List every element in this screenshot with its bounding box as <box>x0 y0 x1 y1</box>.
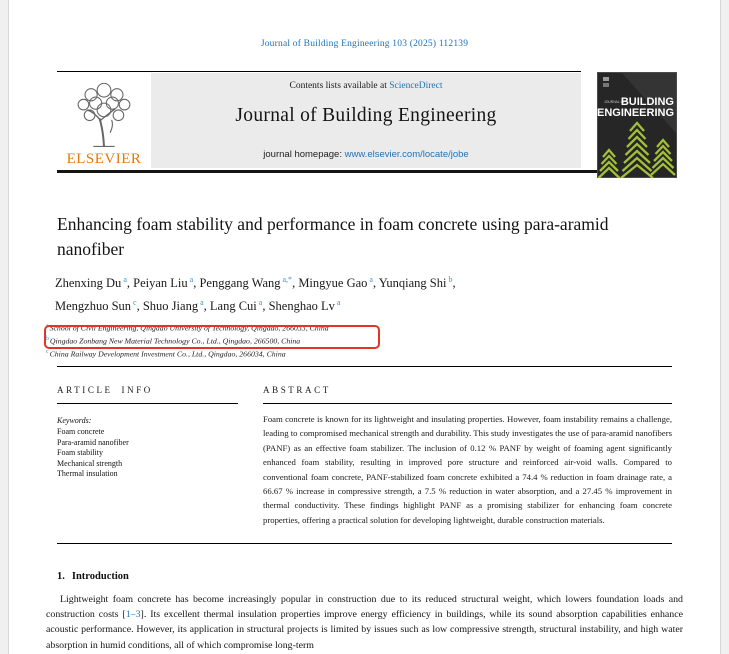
author <box>379 276 456 290</box>
cover-title-line2: ENGINEERING <box>597 107 674 119</box>
introduction-heading <box>57 571 129 582</box>
page-edge-left <box>0 0 9 654</box>
journal-title: Journal of Building Engineering <box>235 105 497 126</box>
author-separator: , <box>452 276 456 291</box>
page-edge-right <box>720 0 729 654</box>
author-affiliation-sup: a <box>200 298 204 308</box>
cover-title-line1: BUILDING <box>620 96 674 108</box>
author-name: Mengzhuo Sun <box>55 299 132 314</box>
affiliation-text: School of Civil Engineering, Qingdao University of Technology, Qingdao, 266033, China <box>49 323 329 333</box>
author-name: Peiyan Liu <box>133 276 188 291</box>
elsevier-wordmark: ELSEVIER <box>66 151 142 167</box>
affiliation-sup: b <box>46 335 49 342</box>
keyword: Para-aramid nanofiber <box>57 437 129 447</box>
abstract-text: Foam concrete is known for its lightweight and insulating properties. However, foam instability remains a challenge, leading to compromised mechanical strength and durability. This study investigates the use of para-aramid nanofibers (PANF) as an effective foam stabilizer. The inclusion of 0.12 % PANF by weight of foaming agent significantly enhanced foam stability, resulting in improved pore structure and reinforced air-void walls. Compared to conventional foam concrete, PANF-stabilized foam concrete exhibited a 74.4 % reduction in foam drainage rate, a 66.67 % increase in compressive strength, a 7.5 % reduction in water absorption, and a 27.45 % improvement in thermal conductivity. These findings highlight PANF as a promising stabilizer for enhancing foam concrete properties, offering a practical solution for developing lightweight, durable construction materials. <box>263 414 672 525</box>
author-separator: , <box>193 276 200 291</box>
keyword: Foam stability <box>57 448 103 458</box>
journal-cover-thumbnail <box>597 72 677 178</box>
banner-bottom-rule <box>57 170 677 173</box>
author-affiliation-sup: b <box>448 275 453 284</box>
affiliation-sup: c <box>46 348 49 355</box>
contents-lists-line <box>151 81 581 91</box>
author-name: Zhenxing Du <box>55 276 122 291</box>
elsevier-logo <box>57 76 151 168</box>
section-title: Introduction <box>71 571 129 582</box>
author <box>269 299 341 313</box>
author-affiliation-sup: a <box>336 298 341 308</box>
info-section-top-rule <box>57 366 672 367</box>
keyword: Mechanical strength <box>57 458 123 468</box>
author-affiliation-sup: a <box>258 298 263 308</box>
author-name: Shenghao Lv <box>268 299 335 314</box>
author <box>133 276 199 290</box>
author-separator: , <box>292 276 299 291</box>
author-affiliation-sup: a <box>123 275 127 284</box>
author-affiliation-sup: a <box>189 275 194 284</box>
elsevier-tree-icon <box>66 76 142 150</box>
author-name: Shuo Jiang <box>142 299 199 314</box>
author <box>55 276 133 290</box>
author-list <box>55 270 665 316</box>
author-name: Yunqiang Shi <box>378 276 447 291</box>
cover-kicker: JOURNAL OF <box>604 100 626 104</box>
author <box>298 276 378 290</box>
affiliation-sup: a <box>46 323 49 329</box>
abstract-bottom-rule <box>57 543 672 544</box>
affiliation <box>46 334 666 347</box>
introduction-paragraph <box>46 592 683 653</box>
author <box>55 299 143 313</box>
author-name: Lang Cui <box>209 299 257 314</box>
section-number: 1. <box>57 571 65 582</box>
contents-prefix: Contents lists available at <box>289 81 390 91</box>
citation-ref-link[interactable]: 1–3 <box>125 609 141 621</box>
author-affiliation-sup: a <box>369 275 373 284</box>
affiliation <box>46 347 666 360</box>
homepage-link[interactable]: www.elsevier.com/locate/jobe <box>344 149 469 160</box>
article-title: Enhancing foam stability and performance in foam concrete using para-aramid nanofiber <box>57 214 609 259</box>
affiliation <box>46 321 666 334</box>
article-info-rule <box>57 403 238 404</box>
author <box>143 299 210 313</box>
banner-top-rule <box>57 71 581 72</box>
abstract-rule <box>263 403 672 404</box>
author-affiliation-sup: c <box>133 298 137 308</box>
author-name: Penggang Wang <box>199 276 281 291</box>
author-separator: , <box>126 276 134 291</box>
affiliation-list <box>46 321 666 360</box>
author <box>199 276 298 290</box>
affiliation-text: Qingdao Zonbang New Material Technology Co., Ltd., Qingdao, 266500, China <box>49 336 301 346</box>
author-separator: , <box>136 299 143 314</box>
author-name: Mingyue Gao <box>298 276 368 291</box>
sciencedirect-link[interactable]: ScienceDirect <box>389 81 443 91</box>
article-info-heading: ARTICLE INFO <box>57 385 153 395</box>
author-separator: , <box>262 299 269 314</box>
keyword: Foam concrete <box>57 427 105 436</box>
keyword: Thermal insulation <box>57 469 118 479</box>
journal-citation-link[interactable]: Journal of Building Engineering 103 (2025) 112139 <box>260 39 469 49</box>
author-affiliation-sup: a,* <box>282 275 293 284</box>
homepage-prefix: journal homepage: <box>263 149 345 160</box>
keywords-list <box>57 427 129 480</box>
affiliation-text: China Railway Development Investment Co., Ltd., Qingdao, 266034, China <box>49 349 286 359</box>
author <box>210 299 269 313</box>
author-separator: , <box>203 299 210 314</box>
abstract-heading: ABSTRACT <box>263 385 331 395</box>
author-separator: , <box>372 276 379 291</box>
intro-text-before-ref: Lightweight foam concrete has become increasingly popular in construction due to its reduced structural weight, which lowers foundation loads and construction costs [ <box>46 594 683 621</box>
keywords-label: Keywords: <box>57 416 92 425</box>
journal-homepage-line <box>151 149 581 160</box>
intro-text-after-ref: ]. Its excellent thermal insulation properties improve energy efficiency in buildings, while its sound absorption capabilities enhance acoustic performance. However, its application in structural projects is limited by issues such as low compressive strength, structural instability, and high water absorption in humid conditions, all of which compromise long-term <box>46 609 684 651</box>
